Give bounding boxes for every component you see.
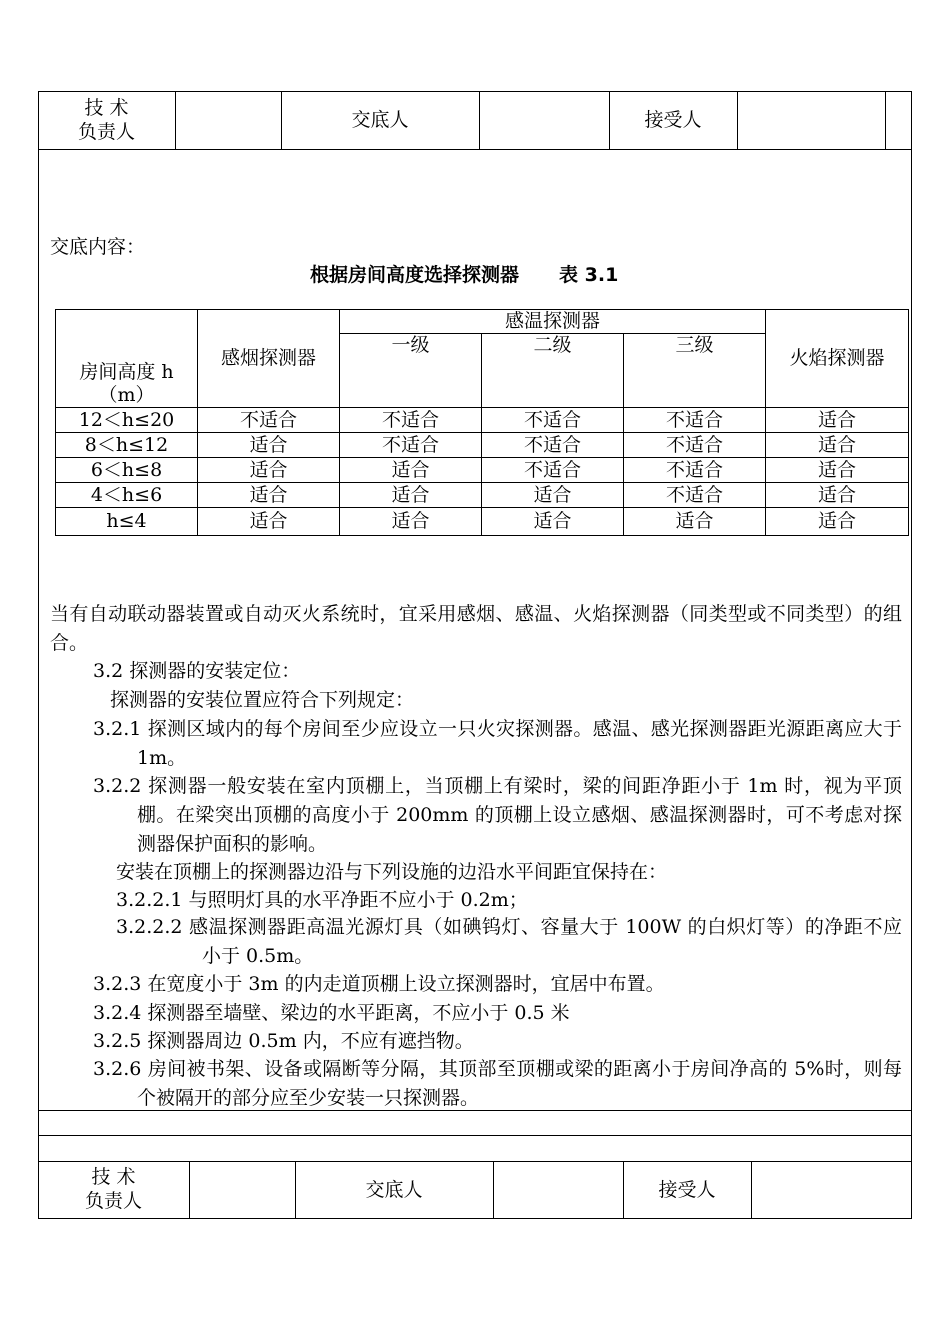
cell-temp-1: 适合	[340, 508, 482, 536]
header-divider-6	[885, 91, 886, 150]
table-title	[310, 260, 618, 287]
header-tech-lead-label: 技 术 负责人	[77, 97, 135, 143]
cell-flame: 适合	[766, 433, 909, 458]
col-header-temp-level-1: 一级	[340, 334, 482, 408]
header-discloser-label: 交底人	[351, 109, 409, 131]
col-header-temp-level-2: 二级	[482, 334, 624, 408]
header-top-right-extension	[885, 91, 912, 92]
col-header-smoke: 感烟探测器	[198, 310, 340, 408]
table-row	[56, 408, 909, 433]
cell-temp-2: 不适合	[482, 408, 624, 433]
paragraph-3-2-2: 3.2.2 探测器一般安装在室内顶棚上，当顶棚上有梁时，梁的间距净距小于 1m 时，视为平顶棚。在梁突出顶棚的高度小于 200mm 的顶棚上设立感烟、感温探测器时，可不考虑对探测器保护面积的影响。	[93, 775, 902, 855]
paragraph-ceiling-spacing: 安装在顶棚上的探测器边沿与下列设施的边沿水平间距宜保持在：	[116, 861, 668, 883]
cell-temp-2: 适合	[482, 483, 624, 508]
paragraph-3-2-2-1: 3.2.2.1 与照明灯具的水平净距不应小于 0.2m；	[116, 889, 528, 911]
col-header-room-height: 房间高度 h （m）	[56, 310, 198, 408]
cell-flame: 适合	[766, 483, 909, 508]
cell-smoke: 适合	[198, 433, 340, 458]
cell-height: 4＜h≤6	[56, 483, 198, 508]
footer-tech-lead-label: 技 术 负责人	[84, 1166, 142, 1212]
paragraph-3-2-6: 3.2.6 房间被书架、设备或隔断等分隔，其顶部至顶棚或梁的距离小于房间净高的 5%时，则每个被隔开的部分应至少安装一只探测器。	[93, 1058, 902, 1109]
paragraph-install-rules: 探测器的安装位置应符合下列规定：	[110, 689, 415, 711]
cell-flame: 适合	[766, 408, 909, 433]
table-row	[56, 483, 909, 508]
paragraph-3-2-4: 3.2.4 探测器至墙壁、梁边的水平距离，不应小于 0.5 米	[93, 1002, 570, 1024]
paragraph-3-2-5: 3.2.5 探测器周边 0.5m 内，不应有遮挡物。	[93, 1030, 474, 1052]
footer-discloser-label: 交底人	[365, 1179, 423, 1201]
cell-temp-3: 不适合	[624, 483, 766, 508]
footer-divider-1	[189, 1161, 190, 1219]
blank-row-line-2	[38, 1135, 912, 1136]
cell-temp-2: 适合	[482, 508, 624, 536]
cell-temp-2: 不适合	[482, 458, 624, 483]
paragraph-3-2-1: 3.2.1 探测区域内的每个房间至少应设立一只火灾探测器。感温、感光探测器距光源距离应大于 1m。	[93, 718, 902, 769]
cell-smoke: 适合	[198, 458, 340, 483]
footer-row-top-line	[38, 1161, 912, 1162]
table-row	[56, 508, 909, 536]
blank-row-line-1	[38, 1110, 912, 1111]
cell-smoke: 不适合	[198, 408, 340, 433]
footer-receiver-label: 接受人	[658, 1179, 716, 1201]
table-row	[56, 433, 909, 458]
intro-label: 交底内容：	[50, 236, 146, 258]
header-divider-5	[737, 91, 738, 150]
footer-divider-5	[751, 1161, 752, 1219]
cell-flame: 适合	[766, 508, 909, 536]
cell-temp-3: 不适合	[624, 433, 766, 458]
cell-temp-1: 不适合	[340, 433, 482, 458]
col-header-flame: 火焰探测器	[766, 310, 909, 408]
col-header-temp-group: 感温探测器	[340, 310, 766, 334]
cell-temp-2: 不适合	[482, 433, 624, 458]
detector-selection-table	[55, 309, 909, 536]
cell-height: h≤4	[56, 508, 198, 536]
paragraph-3-2-3: 3.2.3 在宽度小于 3m 的内走道顶棚上设立探测器时，宜居中布置。	[93, 973, 665, 995]
cell-temp-3: 不适合	[624, 458, 766, 483]
cell-smoke: 适合	[198, 508, 340, 536]
header-divider-1	[175, 91, 176, 150]
cell-temp-1: 适合	[340, 483, 482, 508]
paragraph-combination: 当有自动联动器装置或自动灭火系统时，宜采用感烟、感温、火焰探测器（同类型或不同类型）的组合。	[50, 603, 902, 654]
cell-smoke: 适合	[198, 483, 340, 508]
table-number: 表 3.1	[559, 264, 619, 286]
cell-temp-1: 适合	[340, 458, 482, 483]
paragraph-section-3-2: 3.2 探测器的安装定位：	[93, 660, 301, 682]
table-title-text: 根据房间高度选择探测器	[310, 264, 520, 286]
paragraph-3-2-2-2: 3.2.2.2 感温探测器距高温光源灯具（如碘钨灯、容量大于 100W 的白炽灯等）的净距不应小于 0.5m。	[116, 916, 902, 967]
header-divider-3	[479, 91, 480, 150]
col-header-temp-level-3: 三级	[624, 334, 766, 408]
cell-temp-3: 不适合	[624, 408, 766, 433]
cell-temp-3: 适合	[624, 508, 766, 536]
footer-divider-3	[493, 1161, 494, 1219]
cell-height: 8＜h≤12	[56, 433, 198, 458]
cell-height: 6＜h≤8	[56, 458, 198, 483]
cell-flame: 适合	[766, 458, 909, 483]
cell-temp-1: 不适合	[340, 408, 482, 433]
cell-height: 12＜h≤20	[56, 408, 198, 433]
table-row	[56, 458, 909, 483]
header-receiver-label: 接受人	[644, 109, 702, 131]
